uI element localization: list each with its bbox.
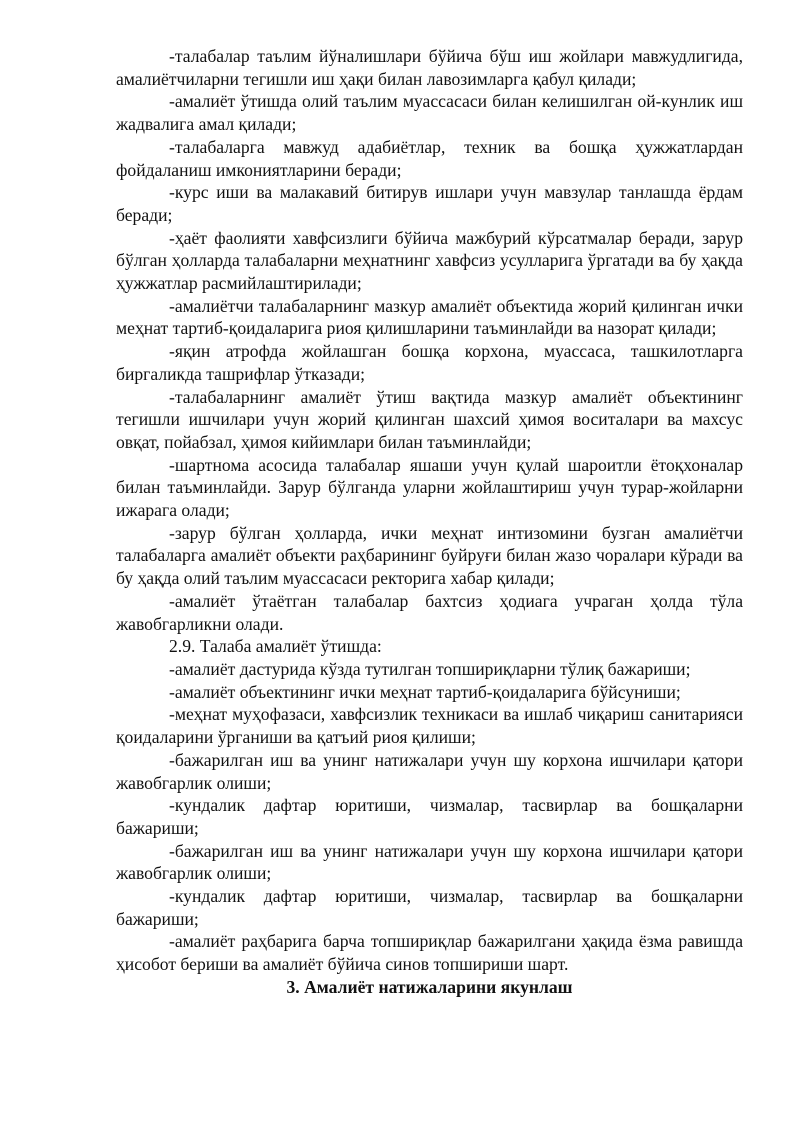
paragraph: -амалиёт раҳбарига барча топшириқлар бажарилгани ҳақида ёзма равишда ҳисобот бериши ва амалиёт бўйича синов топшириши шарт. — [116, 931, 743, 975]
paragraph: -зарур бўлган ҳолларда, ички меҳнат интизомини бузган амалиётчи талабаларга амалиёт объекти раҳбарининг буйруғи билан жазо чоралари кўради ва бу ҳақда олий таълим муассасаси ректорига хабар қилади; — [116, 522, 743, 589]
paragraph: -кундалик дафтар юритиши, чизмалар, тасвирлар ва бошқаларни бажариши; — [116, 886, 743, 929]
paragraph: -амалиёт ўтишда олий таълим муассасаси билан келишилган ой-кунлик иш жадвалига амал қилади; — [116, 91, 743, 135]
paragraph: -талабаларнинг амалиёт ўтиш вақтида мазкур амалиёт объектининг тегишли ишчилари учун жорий қилинган шахсий ҳимоя воситалари ва махсус овқат, пойабзал, ҳимоя кийимлари билан таъминлайди; — [116, 386, 743, 452]
clause-heading: 2.9. Талаба амалиёт ўтишда: — [169, 636, 382, 657]
document-page — [116, 45, 743, 999]
paragraph: -амалиёт дастурида кўзда тутилган топшириқларни тўлиқ бажариши; — [169, 658, 691, 679]
paragraph: -меҳнат муҳофазаси, хавфсизлик техникаси ва ишлаб чиқариш санитарияси қоидаларини ўрганиши ва қатъий риоя қилиши; — [116, 704, 743, 748]
paragraph: -амалиётчи талабаларнинг мазкур амалиёт объектида жорий қилинган ички меҳнат тартиб-қоидаларига риоя қилишларини таъминлайди ва назорат қилади; — [116, 295, 743, 339]
paragraph: -кундалик дафтар юритиши, чизмалар, тасвирлар ва бошқаларни бажариши; — [116, 795, 743, 838]
section-heading: 3. Амалиёт натижаларини якунлаш — [286, 976, 573, 997]
paragraph: -талабаларга мавжуд адабиётлар, техник ва бошқа ҳужжатлардан фойдаланиш имкониятларини беради; — [116, 136, 743, 180]
paragraph: -амалиёт ўтаётган талабалар бахтсиз ҳодиага учраган ҳолда тўла жавобгарликни олади. — [116, 590, 743, 634]
paragraph: -курс иши ва малакавий битирув ишлари учун мавзулар танлашда ёрдам беради; — [116, 182, 743, 225]
paragraph: -шартнома асосида талабалар яшаши учун қулай шароитли ётоқхоналар билан таъминлайди. Зарур бўлганда уларни жойлаштириш учун турар-жойларни ижарага олади; — [116, 454, 743, 521]
paragraph: -яқин атрофда жойлашган бошқа корхона, муассаса, ташкилотларга биргаликда ташрифлар ўтказади; — [116, 341, 743, 384]
paragraph: -ҳаёт фаолияти хавфсизлиги бўйича мажбурий кўрсатмалар беради, зарур бўлган ҳолларда талабаларни меҳнатнинг хавфсиз усулларига ўргатади ва бу ҳақда ҳужжатлар расмийлаштирилади; — [116, 227, 743, 294]
paragraph: -бажарилган иш ва унинг натижалари учун шу корхона ишчилари қатори жавобгарлик олиши; — [116, 840, 743, 884]
paragraph: -талабалар таълим йўналишлари бўйича бўш иш жойлари мавжудлигида, амалиётчиларни тегишли иш ҳақи билан лавозимларга қабул қилади; — [116, 46, 743, 89]
paragraph: -бажарилган иш ва унинг натижалари учун шу корхона ишчилари қатори жавобгарлик олиши; — [116, 749, 743, 793]
paragraph: -амалиёт объектининг ички меҳнат тартиб-қоидаларига бўйсуниши; — [169, 681, 681, 702]
